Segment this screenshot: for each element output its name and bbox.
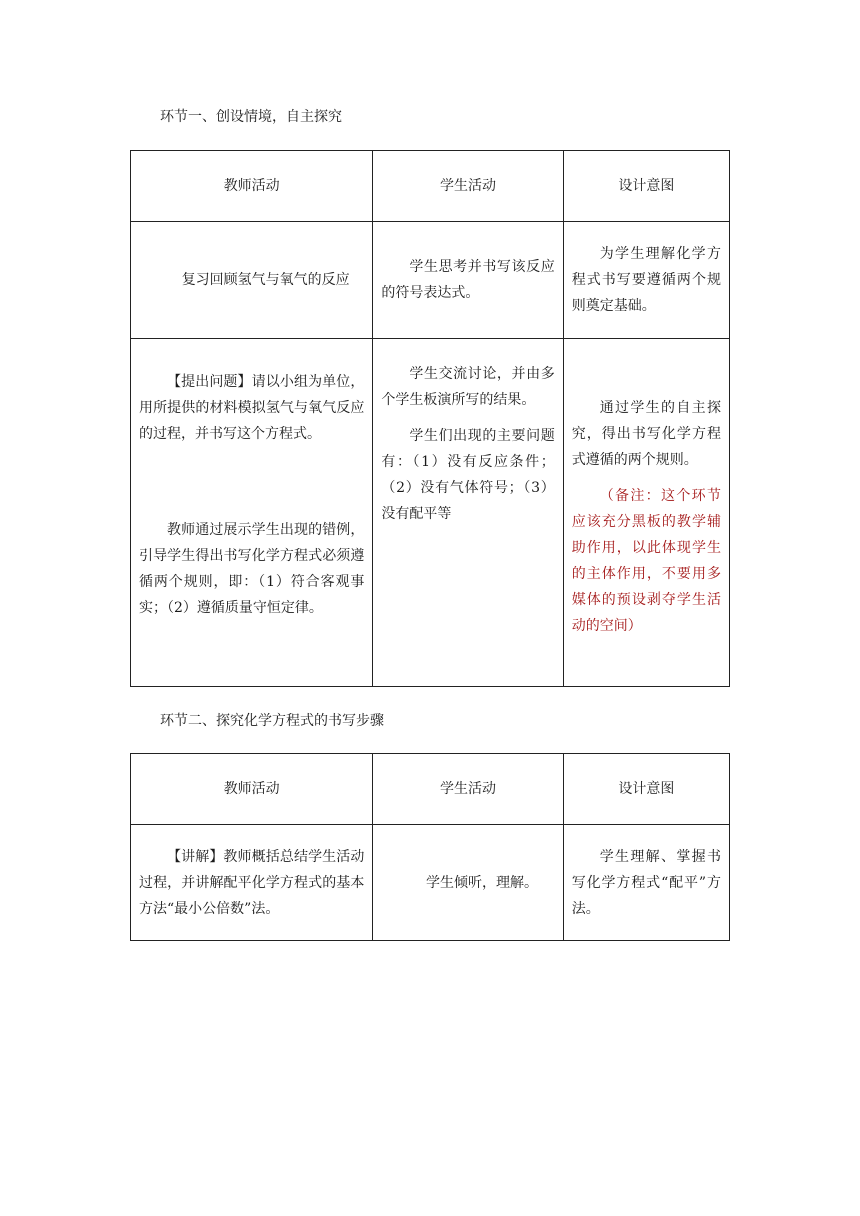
header-design-intent: 设计意图 bbox=[563, 754, 729, 825]
teacher-activity-cell bbox=[131, 222, 373, 339]
design-intent-cell bbox=[563, 339, 729, 687]
student-activity-cell bbox=[373, 222, 563, 339]
design-intent-note: （备注：这个环节应该充分黑板的教学辅助作用，以此体现学生的主体作用，不要用多媒体的预设剥夺学生活动的空间） bbox=[571, 488, 721, 634]
section-2-table bbox=[130, 753, 730, 941]
student-activity-text: 学生倾听，理解。 bbox=[426, 874, 539, 891]
section-1-title: 环节一、创设情境，自主探究 bbox=[160, 109, 342, 125]
header-student-activity: 学生活动 bbox=[373, 754, 563, 825]
teacher-activity-question: 【提出问题】请以小组为单位，用所提供的材料模拟氢气与氧气反应的过程，并书写这个方程式。 bbox=[139, 374, 365, 442]
teacher-activity-text: 【讲解】教师概括总结学生活动过程，并讲解配平化学方程式的基本方法“最小公倍数”法。 bbox=[139, 848, 365, 917]
student-activity-discussion: 学生交流讨论，并由多个学生板演所写的结果。 bbox=[381, 366, 555, 408]
section-2-title: 环节二、探究化学方程式的书写步骤 bbox=[160, 713, 384, 729]
table-header-row bbox=[131, 151, 730, 222]
header-teacher-activity: 教师活动 bbox=[131, 754, 373, 825]
student-activity-problems: 学生们出现的主要问题有：（1）没有反应条件；（2）没有气体符号；（3）没有配平等 bbox=[381, 428, 555, 522]
teacher-activity-cell bbox=[131, 825, 373, 941]
teacher-activity-cell bbox=[131, 339, 373, 687]
design-intent-cell bbox=[563, 222, 729, 339]
header-student-activity: 学生活动 bbox=[373, 151, 563, 222]
section-1-table bbox=[130, 150, 730, 687]
header-design-intent: 设计意图 bbox=[563, 151, 729, 222]
table-header-row bbox=[131, 754, 730, 825]
teacher-activity-summary: 教师通过展示学生出现的错例，引导学生得出书写化学方程式必须遵循两个规则，即：（1）符合客观事实；（2）遵循质量守恒定律。 bbox=[139, 522, 365, 616]
table-row bbox=[131, 825, 730, 941]
design-intent-text: 为学生理解化学方程式书写要遵循两个规则奠定基础。 bbox=[571, 246, 721, 314]
design-intent-text: 通过学生的自主探究，得出书写化学方程式遵循的两个规则。 bbox=[571, 400, 721, 468]
student-activity-cell bbox=[373, 339, 563, 687]
header-teacher-activity: 教师活动 bbox=[131, 151, 373, 222]
table-row bbox=[131, 339, 730, 687]
student-activity-text: 学生思考并书写该反应的符号表达式。 bbox=[381, 259, 555, 301]
student-activity-cell bbox=[373, 825, 563, 941]
teacher-activity-text: 复习回顾氢气与氧气的反应 bbox=[181, 272, 350, 288]
design-intent-text: 学生理解、掌握书写化学方程式“配平”方法。 bbox=[571, 848, 721, 917]
table-row bbox=[131, 222, 730, 339]
design-intent-cell bbox=[563, 825, 729, 941]
